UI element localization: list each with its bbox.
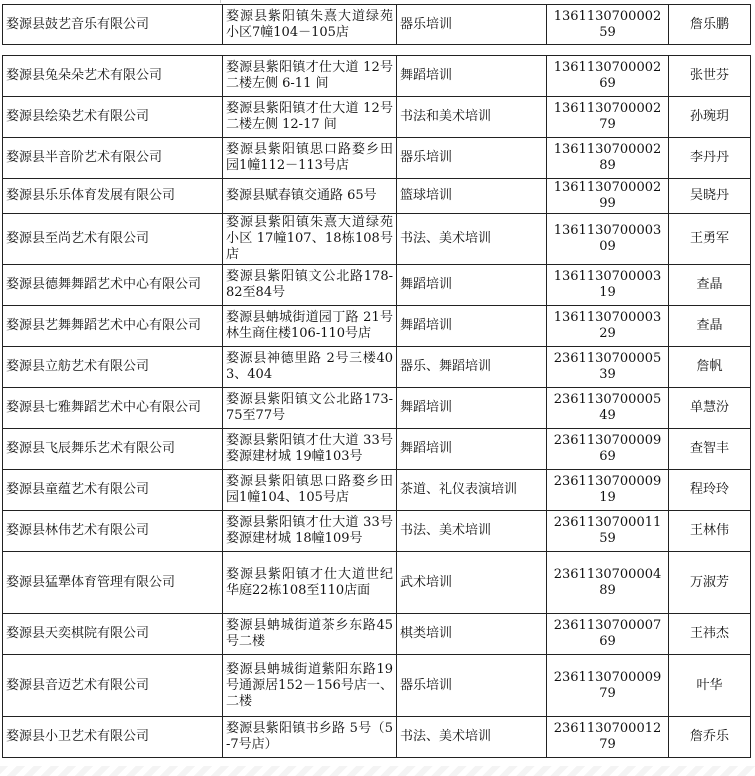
legal-representative-cell: 单慧汾 (669, 388, 751, 429)
legal-representative-cell: 王林伟 (669, 511, 751, 552)
license-number-cell: 236113070000769 (547, 614, 669, 655)
business-scope-cell: 器乐培训 (397, 5, 547, 45)
legal-representative-cell: 詹帆 (669, 347, 751, 388)
license-number-cell: 136113070000259 (547, 5, 669, 45)
cut-off-row-remnant (220, 0, 221, 3)
address-cell: 婺源县蚺城街道园丁路 21号林生商住楼106-110号店 (223, 306, 397, 347)
company-name-cell: 婺源县猛犟体育管理有限公司 (3, 552, 223, 614)
company-name-cell: 婺源县天奕棋院有限公司 (3, 614, 223, 655)
legal-representative-cell: 詹乔乐 (669, 717, 751, 758)
address-cell: 婺源县紫阳镇才仕大道 12号二楼左侧 6-11 间 (223, 56, 397, 97)
address-cell: 婺源县紫阳镇才仕大道 12号二楼左侧 12-17 间 (223, 97, 397, 138)
legal-representative-cell: 王祎杰 (669, 614, 751, 655)
table-row (3, 214, 751, 265)
address-cell: 婺源县紫阳镇文公北路178-82至84号 (223, 265, 397, 306)
table-row (3, 655, 751, 717)
legal-representative-cell: 李丹丹 (669, 138, 751, 179)
address-cell: 婺源县紫阳镇才仕大道 33号婺源建材城 18幢109号 (223, 511, 397, 552)
table-row (3, 265, 751, 306)
license-number-cell: 236113070000969 (547, 429, 669, 470)
business-scope-cell: 棋类培训 (397, 614, 547, 655)
business-scope-cell: 器乐培训 (397, 138, 547, 179)
business-scope-cell: 舞蹈培训 (397, 265, 547, 306)
table-row (3, 429, 751, 470)
address-cell: 婺源县赋春镇交通路 65号 (223, 179, 397, 214)
table-row (3, 138, 751, 179)
address-cell: 婺源县蚺城街道紫阳东路19号通源居152－156号店一、二楼 (223, 655, 397, 717)
table-row (3, 97, 751, 138)
legal-representative-cell: 万淑芳 (669, 552, 751, 614)
company-name-cell: 婺源县兔朵朵艺术有限公司 (3, 56, 223, 97)
address-cell: 婺源县紫阳镇书乡路 5号（5-7号店） (223, 717, 397, 758)
license-number-cell: 236113070000489 (547, 552, 669, 614)
address-cell: 婺源县紫阳镇才仕大道 33号婺源建材城 19幢103号 (223, 429, 397, 470)
registry-table-top-body (3, 5, 751, 45)
business-scope-cell: 舞蹈培训 (397, 56, 547, 97)
table-row (3, 388, 751, 429)
business-scope-cell: 舞蹈培训 (397, 388, 547, 429)
company-name-cell: 婺源县至尚艺术有限公司 (3, 214, 223, 265)
table-row (3, 5, 751, 45)
table-row (3, 470, 751, 511)
company-name-cell: 婺源县绘染艺术有限公司 (3, 97, 223, 138)
legal-representative-cell: 程玲玲 (669, 470, 751, 511)
company-name-cell: 婺源县林伟艺术有限公司 (3, 511, 223, 552)
license-number-cell: 236113070000979 (547, 655, 669, 717)
registry-table-top (2, 4, 751, 45)
license-number-cell: 236113070000919 (547, 470, 669, 511)
table-row (3, 306, 751, 347)
company-name-cell: 婺源县飞辰舞乐艺术有限公司 (3, 429, 223, 470)
business-scope-cell: 舞蹈培训 (397, 306, 547, 347)
page-break-gap (0, 47, 755, 55)
legal-representative-cell: 查晶 (669, 265, 751, 306)
table-row (3, 552, 751, 614)
business-scope-cell: 器乐培训 (397, 655, 547, 717)
license-number-cell: 236113070001279 (547, 717, 669, 758)
company-name-cell: 婺源县立舫艺术有限公司 (3, 347, 223, 388)
legal-representative-cell: 张世芬 (669, 56, 751, 97)
table-row (3, 179, 751, 214)
business-scope-cell: 茶道、礼仪表演培训 (397, 470, 547, 511)
registry-table-body (3, 56, 751, 758)
table-row (3, 511, 751, 552)
legal-representative-cell: 叶华 (669, 655, 751, 717)
business-scope-cell: 书法和美术培训 (397, 97, 547, 138)
address-cell: 婺源县蚺城街道茶乡东路45号二楼 (223, 614, 397, 655)
registry-table (2, 55, 751, 758)
license-number-cell: 136113070000319 (547, 265, 669, 306)
company-name-cell: 婺源县小卫艺术有限公司 (3, 717, 223, 758)
legal-representative-cell: 孙琬玥 (669, 97, 751, 138)
company-name-cell: 婺源县半音阶艺术有限公司 (3, 138, 223, 179)
license-number-cell: 136113070000289 (547, 138, 669, 179)
company-name-cell: 婺源县德舞舞蹈艺术中心有限公司 (3, 265, 223, 306)
legal-representative-cell: 查智丰 (669, 429, 751, 470)
license-number-cell: 236113070000539 (547, 347, 669, 388)
business-scope-cell: 武术培训 (397, 552, 547, 614)
license-number-cell: 136113070000329 (547, 306, 669, 347)
license-number-cell: 136113070000279 (547, 97, 669, 138)
company-name-cell: 婺源县艺舞舞蹈艺术中心有限公司 (3, 306, 223, 347)
address-cell: 婺源县紫阳镇才仕大道世纪华庭22栋108至110店面 (223, 552, 397, 614)
company-name-cell: 婺源县乐乐体育发展有限公司 (3, 179, 223, 214)
address-cell: 婺源县紫阳镇朱熹大道绿苑小区7幢104－105店 (223, 5, 397, 45)
company-name-cell: 婺源县七雅舞蹈艺术中心有限公司 (3, 388, 223, 429)
business-scope-cell: 书法、美术培训 (397, 717, 547, 758)
license-number-cell: 236113070001159 (547, 511, 669, 552)
business-scope-cell: 书法、美术培训 (397, 511, 547, 552)
address-cell: 婺源县紫阳镇文公北路173-75至77号 (223, 388, 397, 429)
table-row (3, 717, 751, 758)
table-row (3, 614, 751, 655)
address-cell: 婺源县紫阳镇朱熹大道绿苑小区 17幢107、18栋108号店 (223, 214, 397, 265)
license-number-cell: 136113070000269 (547, 56, 669, 97)
business-scope-cell: 器乐、舞蹈培训 (397, 347, 547, 388)
license-number-cell: 236113070000549 (547, 388, 669, 429)
legal-representative-cell: 詹乐鹏 (669, 5, 751, 45)
page-edge (0, 766, 755, 776)
license-number-cell: 136113070000299 (547, 179, 669, 214)
business-scope-cell: 篮球培训 (397, 179, 547, 214)
company-name-cell: 婺源县鼓艺音乐有限公司 (3, 5, 223, 45)
address-cell: 婺源县紫阳镇思口路婺乡田园1幢112－113号店 (223, 138, 397, 179)
table-row (3, 56, 751, 97)
address-cell: 婺源县紫阳镇思口路婺乡田园1幢104、105号店 (223, 470, 397, 511)
legal-representative-cell: 查晶 (669, 306, 751, 347)
address-cell: 婺源县神德里路 2号三楼403、404 (223, 347, 397, 388)
business-scope-cell: 舞蹈培训 (397, 429, 547, 470)
business-scope-cell: 书法、美术培训 (397, 214, 547, 265)
company-name-cell: 婺源县音迈艺术有限公司 (3, 655, 223, 717)
table-row (3, 347, 751, 388)
license-number-cell: 136113070000309 (547, 214, 669, 265)
company-name-cell: 婺源县童蕴艺术有限公司 (3, 470, 223, 511)
legal-representative-cell: 吴晓丹 (669, 179, 751, 214)
legal-representative-cell: 王勇军 (669, 214, 751, 265)
